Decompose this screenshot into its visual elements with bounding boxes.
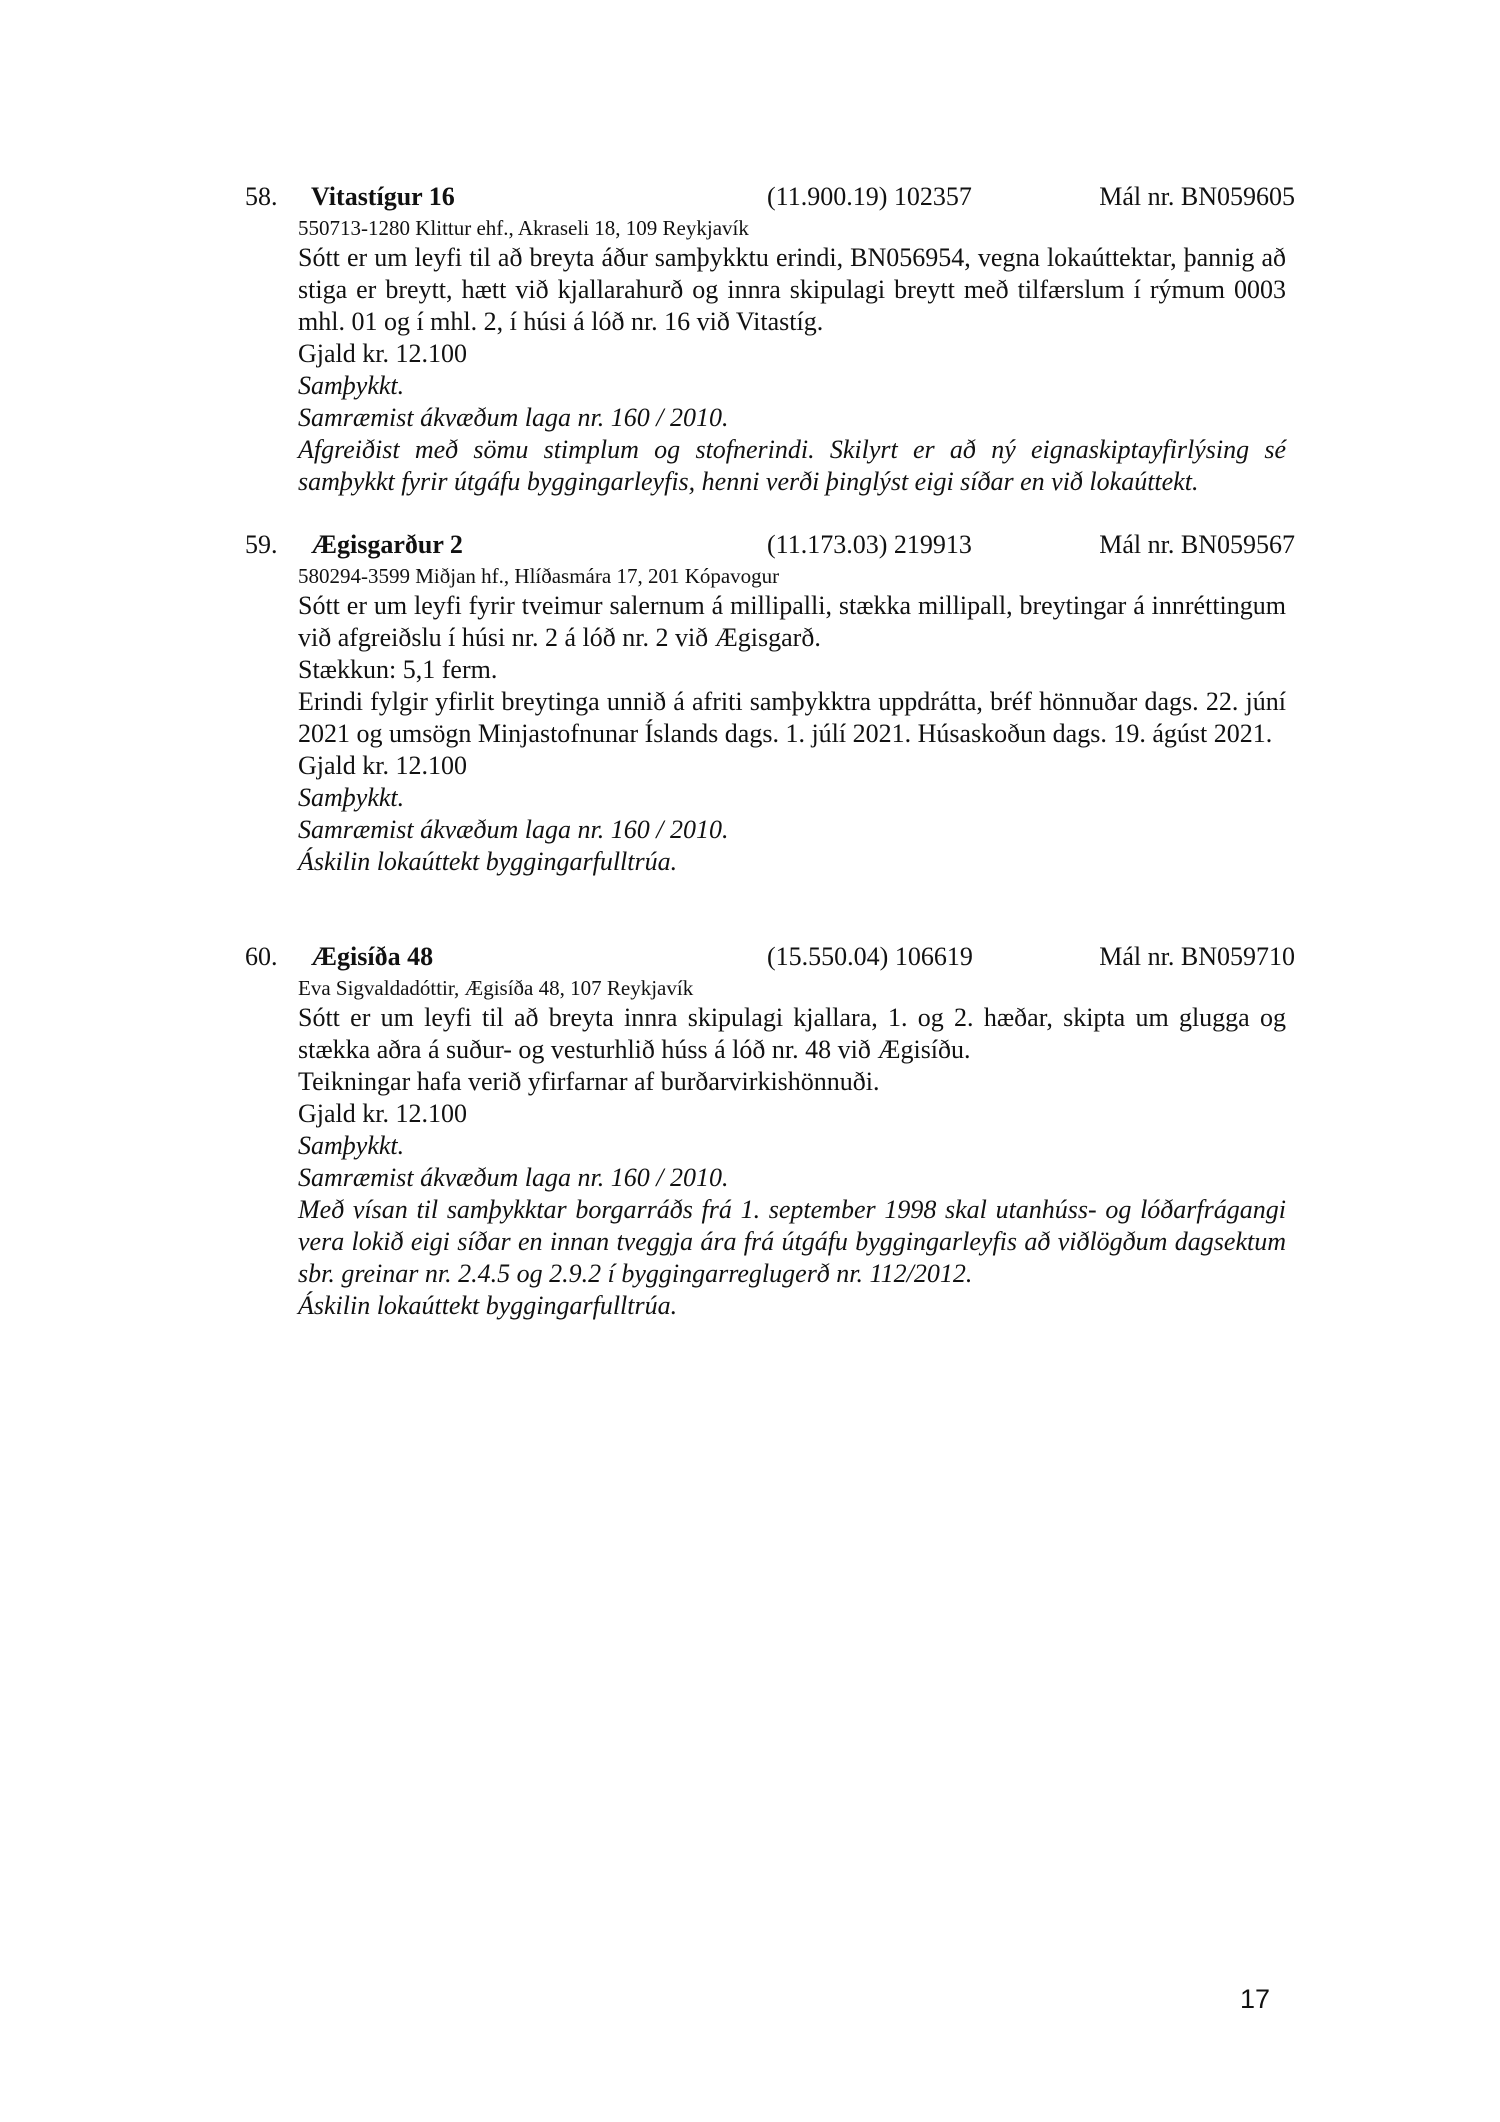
land-id: (11.900.19) 102357 [767, 182, 972, 211]
description-paragraph: Sótt er um leyfi til að breyta innra skipulagi kjallara, 1. og 2. hæðar, skipta um glugga og stækka aðra á suður- og vesturhlið húss á lóð nr. 48 við Ægisíðu. [298, 1003, 1286, 1064]
property-address: Ægisíða 48 [311, 942, 434, 971]
extension-line: Stækkun: 5,1 ferm. [298, 655, 498, 684]
entry-header [245, 180, 1295, 214]
drawings-review-line: Teikningar hafa verið yfirfarnar af burðarvirkishönnuði. [298, 1067, 880, 1096]
law-compliance-line: Samræmist ákvæðum laga nr. 160 / 2010. [298, 1163, 729, 1192]
description-paragraph: Sótt er um leyfi fyrir tveimur salernum á millipalli, stækka millipall, breytingar á innréttingum við afgreiðslu í húsi nr. 2 á lóð nr. 2 við Ægisgarð. [298, 591, 1286, 652]
decision-line: Samþykkt. [298, 1131, 405, 1160]
case-entry-60 [245, 940, 1295, 1322]
property-address: Vitastígur 16 [311, 182, 455, 211]
decision-line: Samþykkt. [298, 783, 405, 812]
entry-body [298, 214, 1286, 498]
fee-line: Gjald kr. 12.100 [298, 1099, 467, 1128]
case-number: Mál nr. BN059605 [1099, 182, 1295, 211]
case-entry-59 [245, 528, 1295, 878]
final-inspection-line: Áskilin lokaúttekt byggingarfulltrúa. [298, 1291, 678, 1320]
condition-paragraph: Afgreiðist með sömu stimplum og stofnerindi. Skilyrt er að ný eignaskiptayfirlýsing sé samþykkt fyrir útgáfu byggingarleyfis, henni verði þinglýst eigi síðar en við lokaúttekt. [298, 435, 1286, 496]
decision-line: Samþykkt. [298, 371, 405, 400]
applicant: Eva Sigvaldadóttir, Ægisíða 48, 107 Reykjavík [298, 976, 694, 1000]
condition-paragraph: Með vísan til samþykktar borgarráðs frá 1. september 1998 skal utanhúss- og lóðarfrágangi vera lokið eigi síðar en innan tveggja ára frá útgáfu byggingarleyfis að viðlögðum dagsektum sbr. greinar nr. 2.4.5 og 2.9.2 í byggingarreglugerð nr. 112/2012. [298, 1195, 1286, 1288]
case-number: Mál nr. BN059567 [1099, 530, 1295, 559]
entry-body [298, 974, 1286, 1322]
entry-number: 58. [245, 182, 278, 211]
law-compliance-line: Samræmist ákvæðum laga nr. 160 / 2010. [298, 403, 729, 432]
property-address: Ægisgarður 2 [311, 530, 463, 559]
entry-number: 59. [245, 530, 278, 559]
case-entry-58 [245, 180, 1295, 498]
fee-line: Gjald kr. 12.100 [298, 751, 467, 780]
applicant: 580294-3599 Miðjan hf., Hlíðasmára 17, 201 Kópavogur [298, 564, 780, 588]
law-compliance-line: Samræmist ákvæðum laga nr. 160 / 2010. [298, 815, 729, 844]
fee-line: Gjald kr. 12.100 [298, 339, 467, 368]
entry-body [298, 562, 1286, 878]
description-paragraph: Sótt er um leyfi til að breyta áður samþykktu erindi, BN056954, vegna lokaúttektar, þannig að stiga er breytt, hætt við kjallarahurð og innra skipulagi breytt með tilfærslum í rýmum 0003 mhl. 01 og í mhl. 2, í húsi á lóð nr. 16 við Vitastíg. [298, 243, 1286, 336]
entry-header [245, 528, 1295, 562]
entry-header [245, 940, 1295, 974]
final-inspection-line: Áskilin lokaúttekt byggingarfulltrúa. [298, 847, 678, 876]
land-id: (15.550.04) 106619 [767, 942, 973, 971]
applicant: 550713-1280 Klittur ehf., Akraseli 18, 109 Reykjavík [298, 216, 749, 240]
case-number: Mál nr. BN059710 [1099, 942, 1295, 971]
entry-number: 60. [245, 942, 278, 971]
land-id: (11.173.03) 219913 [767, 530, 972, 559]
page-number: 17 [1240, 1984, 1271, 2014]
attachments-paragraph: Erindi fylgir yfirlit breytinga unnið á afriti samþykktra uppdrátta, bréf hönnuðar dags. 22. júní 2021 og umsögn Minjastofnunar Íslands dags. 1. júlí 2021. Húsaskoðun dags. 19. ágúst 2021. [298, 687, 1286, 748]
